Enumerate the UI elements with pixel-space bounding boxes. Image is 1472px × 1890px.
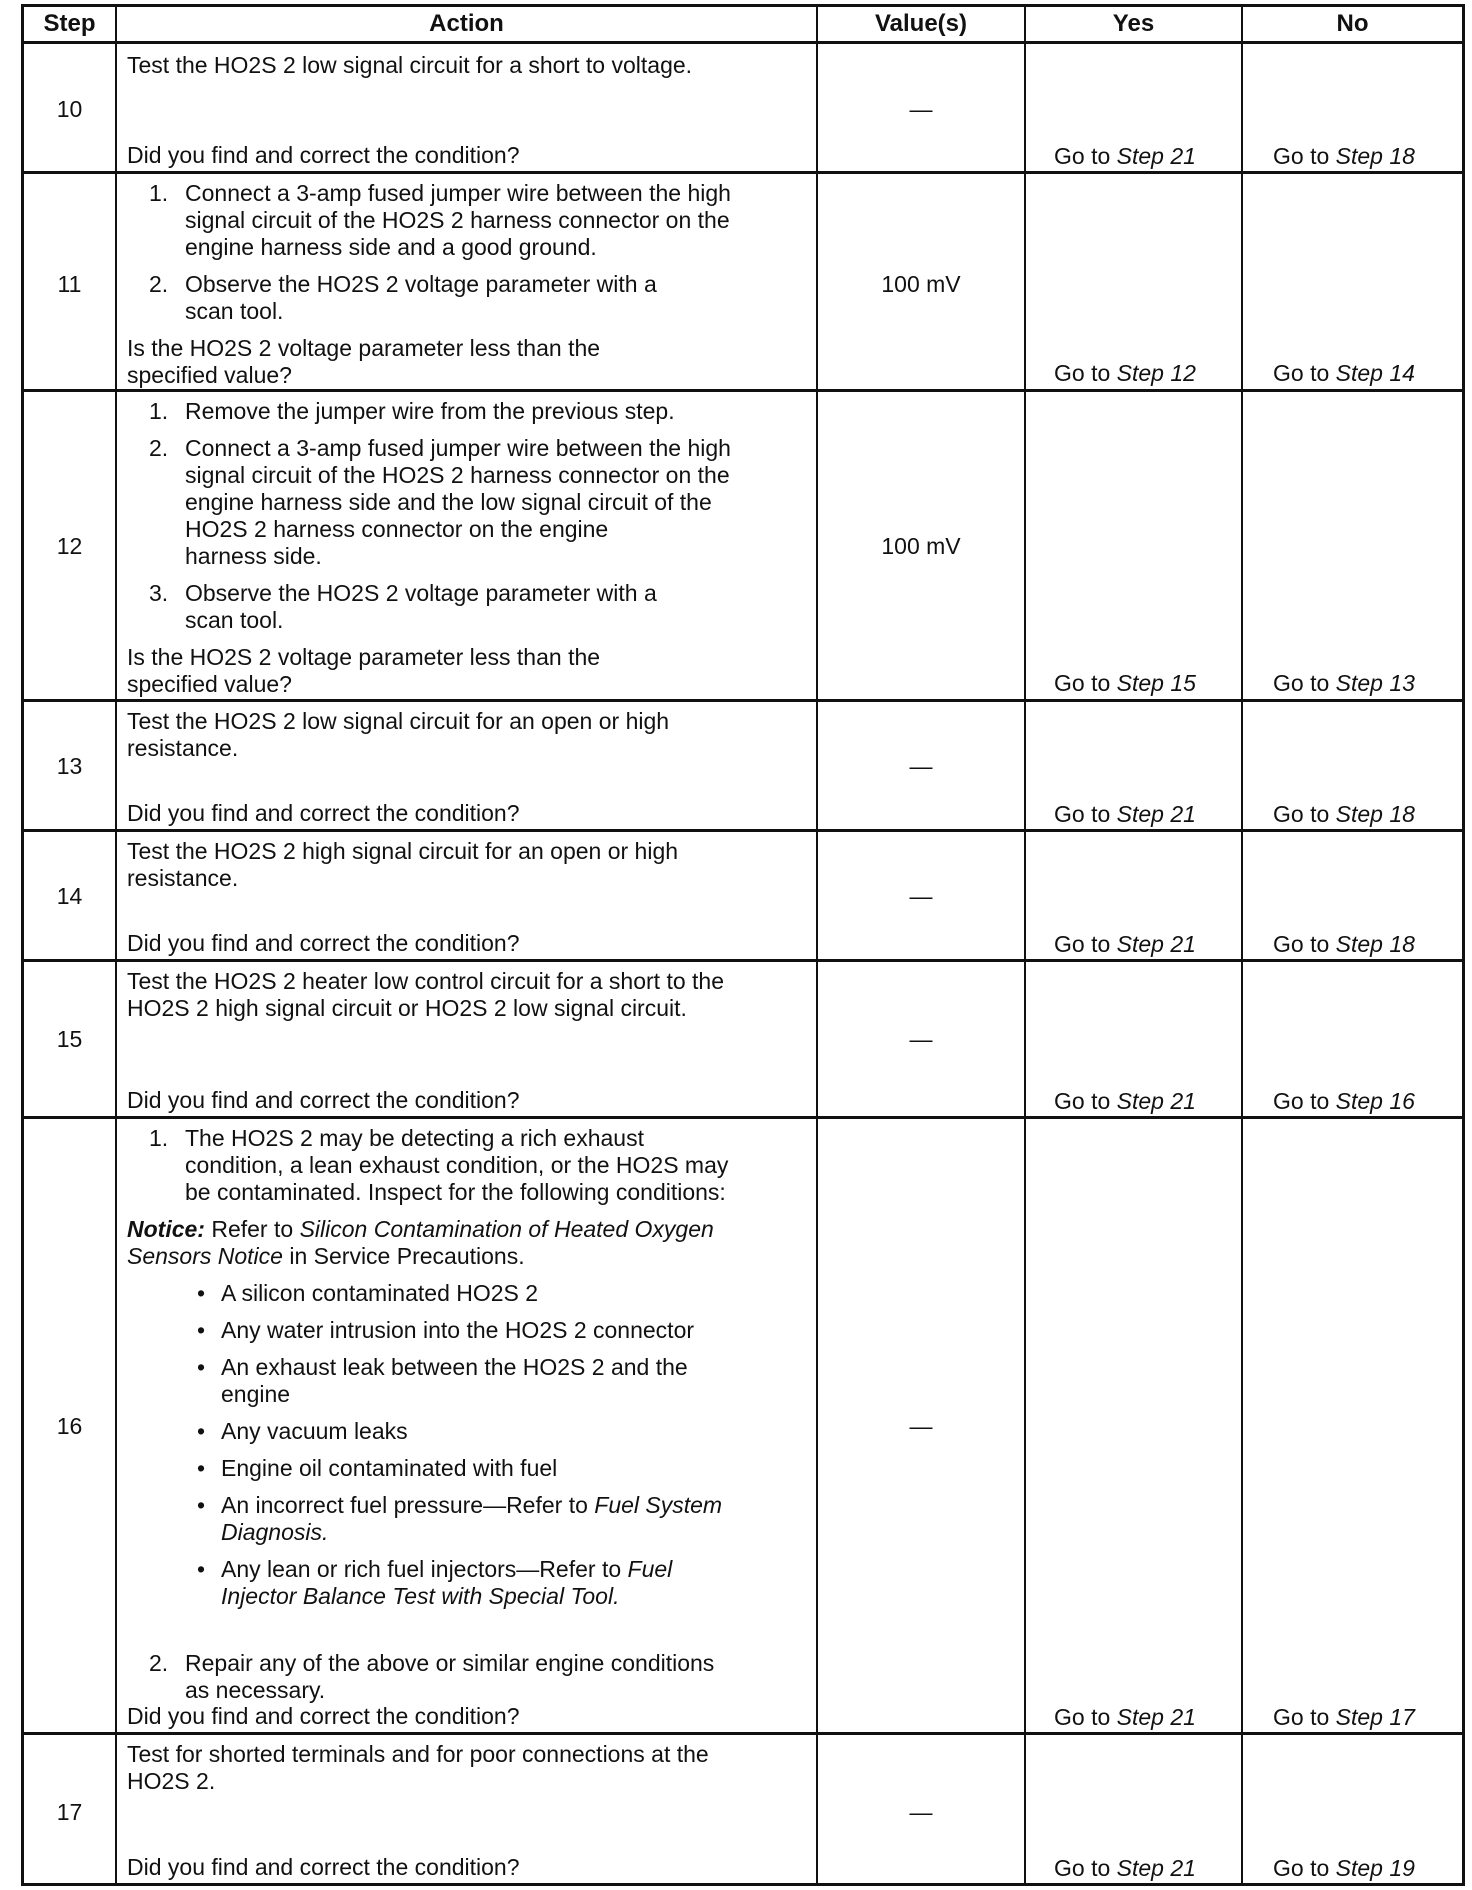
bullet-icon: • — [197, 1556, 206, 1582]
yes-goto — [1054, 360, 1196, 387]
header-action: Action — [429, 10, 504, 37]
value-cell: 100 mV — [881, 533, 961, 559]
goto-prefix: Go to — [1273, 670, 1330, 696]
value-cell: — — [909, 883, 933, 909]
action-line: Observe the HO2S 2 voltage parameter with a — [185, 580, 657, 606]
goto-step: Step 19 — [1335, 1855, 1415, 1881]
item-number: 2. — [149, 1650, 169, 1676]
action-question: Did you find and correct the condition? — [127, 800, 520, 826]
no-goto — [1273, 801, 1415, 828]
goto-step: Step 18 — [1335, 143, 1415, 169]
step-number: 17 — [56, 1799, 83, 1825]
no-goto — [1273, 1088, 1415, 1115]
col-divider-step — [115, 4, 117, 1886]
item-number: 1. — [149, 1125, 169, 1151]
action-text — [127, 52, 807, 79]
bullet-reference: Injector Balance Test with Special Tool. — [221, 1583, 620, 1609]
bullet-icon: • — [197, 1418, 206, 1444]
item-number: 1. — [149, 398, 169, 424]
bullet-text: Engine oil contaminated with fuel — [221, 1455, 558, 1481]
value-cell: — — [909, 753, 933, 779]
action-question-line: Is the HO2S 2 voltage parameter less than the — [127, 335, 601, 361]
goto-step: Step 17 — [1335, 1704, 1415, 1730]
goto-prefix: Go to — [1273, 931, 1330, 957]
row-divider-14 — [21, 959, 1465, 962]
action-text — [127, 1125, 807, 1704]
item-number: 1. — [149, 180, 169, 206]
row-divider-10 — [21, 171, 1465, 174]
action-text — [127, 398, 807, 698]
bullet-reference: Fuel — [627, 1556, 673, 1582]
action-line: be contaminated. Inspect for the following conditions: — [185, 1179, 726, 1205]
action-line: engine harness side and the low signal circuit of the — [185, 489, 712, 515]
action-line: HO2S 2 harness connector on the engine — [185, 516, 609, 542]
bullet-text: Any vacuum leaks — [221, 1418, 408, 1444]
goto-step: Step 21 — [1116, 931, 1196, 957]
goto-prefix: Go to — [1273, 801, 1330, 827]
no-goto — [1273, 1855, 1415, 1882]
action-line: Test for shorted terminals and for poor connections at the — [127, 1741, 709, 1767]
no-goto — [1273, 931, 1415, 958]
goto-step: Step 21 — [1116, 143, 1196, 169]
step-number: 15 — [56, 1026, 83, 1052]
row-divider-13 — [21, 829, 1465, 832]
action-question: Did you find and correct the condition? — [127, 1854, 520, 1880]
goto-prefix: Go to — [1054, 360, 1111, 386]
goto-step: Step 21 — [1116, 1088, 1196, 1114]
action-line: Connect a 3-amp fused jumper wire between the high — [185, 435, 731, 461]
value-cell: 100 mV — [881, 271, 961, 297]
row-divider-12 — [21, 699, 1465, 702]
bullet-reference: Fuel System — [594, 1492, 723, 1518]
goto-prefix: Go to — [1273, 1855, 1330, 1881]
action-line: Test the HO2S 2 high signal circuit for an open or high — [127, 838, 679, 864]
action-question-line: Is the HO2S 2 voltage parameter less than the — [127, 644, 601, 670]
no-goto — [1273, 1704, 1415, 1731]
bullet-text: A silicon contaminated HO2S 2 — [221, 1280, 539, 1306]
goto-prefix: Go to — [1273, 1704, 1330, 1730]
goto-step: Step 13 — [1335, 670, 1415, 696]
action-line: Observe the HO2S 2 voltage parameter with a — [185, 271, 657, 297]
action-line: resistance. — [127, 735, 239, 761]
table-border-right — [1462, 4, 1465, 1886]
goto-step: Step 21 — [1116, 1855, 1196, 1881]
action-line: HO2S 2. — [127, 1768, 216, 1794]
action-line: HO2S 2 high signal circuit or HO2S 2 low signal circuit. — [127, 995, 687, 1021]
yes-goto — [1054, 1704, 1196, 1731]
bullet-icon: • — [197, 1317, 206, 1343]
yes-goto — [1054, 931, 1196, 958]
action-line: scan tool. — [185, 607, 284, 633]
action-line: Test the HO2S 2 heater low control circuit for a short to the — [127, 968, 725, 994]
yes-goto — [1054, 1088, 1196, 1115]
bullet-text-plain: Any lean or rich fuel injectors—Refer to — [221, 1556, 622, 1582]
step-number: 11 — [57, 271, 82, 297]
row-divider-16 — [21, 1732, 1465, 1735]
action-text — [127, 180, 807, 389]
goto-prefix: Go to — [1054, 931, 1111, 957]
yes-goto — [1054, 801, 1196, 828]
bullet-text: Any water intrusion into the HO2S 2 connector — [221, 1317, 695, 1343]
action-line: Repair any of the above or similar engine conditions — [185, 1650, 715, 1676]
action-text — [127, 838, 807, 892]
action-line: engine harness side and a good ground. — [185, 234, 597, 260]
col-divider-yes — [1241, 4, 1243, 1886]
notice-line — [127, 1216, 807, 1243]
action-line: Connect a 3-amp fused jumper wire between the high — [185, 180, 731, 206]
action-line: signal circuit of the HO2S 2 harness connector on the — [185, 207, 730, 233]
action-text — [127, 968, 807, 1022]
action-question: Did you find and correct the condition? — [127, 1087, 520, 1113]
step-number: 12 — [56, 533, 83, 559]
value-cell: — — [909, 1799, 933, 1825]
goto-prefix: Go to — [1054, 1088, 1111, 1114]
action-line: as necessary. — [185, 1677, 326, 1703]
header-values: Value(s) — [874, 10, 968, 37]
action-line: Test the HO2S 2 low signal circuit for a short to voltage. — [127, 52, 693, 78]
item-number: 2. — [149, 271, 169, 297]
goto-step: Step 21 — [1116, 801, 1196, 827]
bullet-text: An exhaust leak between the HO2S 2 and the — [221, 1354, 688, 1380]
action-line: condition, a lean exhaust condition, or the HO2S may — [185, 1152, 729, 1178]
action-line: scan tool. — [185, 298, 284, 324]
action-line: harness side. — [185, 543, 322, 569]
action-question: Did you find and correct the condition? — [127, 930, 520, 956]
bullet-icon: • — [197, 1354, 206, 1380]
no-goto — [1273, 360, 1415, 387]
goto-step: Step 14 — [1335, 360, 1415, 386]
bullet-icon: • — [197, 1455, 206, 1481]
goto-step: Step 16 — [1335, 1088, 1415, 1114]
item-number: 2. — [149, 435, 169, 461]
bullet-icon: • — [197, 1492, 206, 1518]
action-text — [127, 1741, 807, 1795]
action-question-line: specified value? — [127, 362, 292, 388]
goto-prefix: Go to — [1054, 1855, 1111, 1881]
goto-prefix: Go to — [1054, 801, 1111, 827]
action-question: Did you find and correct the condition? — [127, 1703, 520, 1729]
value-cell: — — [909, 1413, 933, 1439]
notice-reference: Silicon Contamination of Heated Oxygen — [299, 1216, 714, 1242]
yes-goto — [1054, 143, 1196, 170]
action-question-line: specified value? — [127, 671, 292, 697]
action-line: Remove the jumper wire from the previous step. — [185, 398, 675, 424]
item-number: 3. — [149, 580, 169, 606]
notice-line — [127, 1243, 807, 1270]
value-cell: — — [909, 96, 933, 122]
bullet-text: engine — [221, 1381, 291, 1407]
bullet-icon: • — [197, 1280, 206, 1306]
notice-text: Refer to — [211, 1216, 294, 1242]
header-no: No — [1336, 10, 1369, 37]
goto-prefix: Go to — [1273, 143, 1330, 169]
action-line: Test the HO2S 2 low signal circuit for an open or high — [127, 708, 670, 734]
header-yes: Yes — [1112, 10, 1155, 37]
action-text — [127, 708, 807, 762]
notice-text: in Service Precautions. — [289, 1243, 525, 1269]
row-divider-11 — [21, 389, 1465, 392]
step-number: 16 — [56, 1413, 83, 1439]
yes-goto — [1054, 670, 1196, 697]
goto-step: Step 12 — [1116, 360, 1196, 386]
header-step: Step — [43, 10, 96, 37]
row-divider-header — [21, 41, 1465, 44]
goto-step: Step 15 — [1116, 670, 1196, 696]
notice-reference: Sensors Notice — [127, 1243, 283, 1269]
row-divider-15 — [21, 1116, 1465, 1119]
action-line: The HO2S 2 may be detecting a rich exhaust — [185, 1125, 644, 1151]
table-border-bottom — [21, 1883, 1465, 1886]
table-border-top — [21, 4, 1465, 7]
bullet-text — [221, 1556, 807, 1583]
value-cell: — — [909, 1026, 933, 1052]
bullet-reference: Diagnosis. — [221, 1519, 329, 1545]
no-goto — [1273, 670, 1415, 697]
action-question: Did you find and correct the condition? — [127, 142, 520, 168]
goto-prefix: Go to — [1273, 360, 1330, 386]
bullet-text-plain: An incorrect fuel pressure—Refer to — [221, 1492, 588, 1518]
step-number: 13 — [56, 753, 83, 779]
goto-step: Step 21 — [1116, 1704, 1196, 1730]
goto-step: Step 18 — [1335, 801, 1415, 827]
action-line: resistance. — [127, 865, 239, 891]
goto-step: Step 18 — [1335, 931, 1415, 957]
step-number: 10 — [56, 96, 83, 122]
no-goto — [1273, 143, 1415, 170]
goto-prefix: Go to — [1054, 1704, 1111, 1730]
action-line: signal circuit of the HO2S 2 harness connector on the — [185, 462, 730, 488]
bullet-text — [221, 1492, 807, 1519]
goto-prefix: Go to — [1054, 143, 1111, 169]
notice-label: Notice: — [127, 1216, 205, 1242]
col-divider-values — [1024, 4, 1026, 1886]
step-number: 14 — [56, 883, 83, 909]
goto-prefix: Go to — [1273, 1088, 1330, 1114]
goto-prefix: Go to — [1054, 670, 1111, 696]
yes-goto — [1054, 1855, 1196, 1882]
